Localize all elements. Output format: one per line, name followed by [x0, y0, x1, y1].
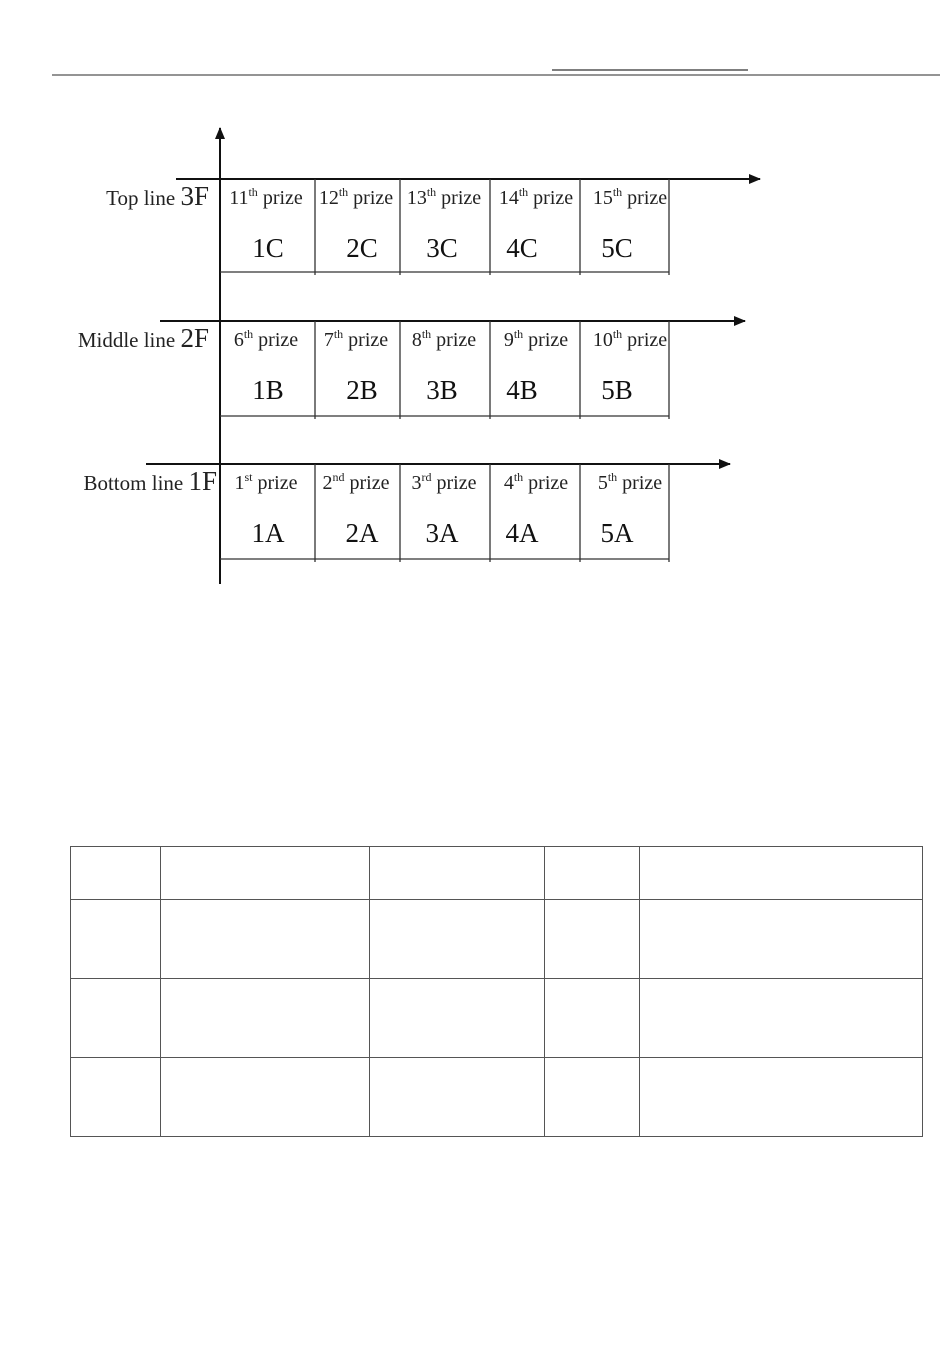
prize-ordinal: 9th prize: [503, 327, 569, 351]
table-cell: [71, 900, 161, 979]
cell-code: 4A: [505, 518, 539, 548]
prize-ordinal: 15th prize: [592, 185, 668, 209]
table-cell: [370, 979, 545, 1058]
table-cell: [640, 1058, 923, 1137]
prize-ordinal: 7th prize: [323, 327, 389, 351]
table-cell: [370, 900, 545, 979]
table-cell: [71, 979, 161, 1058]
cell-code: 4C: [506, 233, 538, 263]
table-cell: [640, 979, 923, 1058]
cell-code: 1A: [251, 518, 285, 548]
cell-code: 2C: [346, 233, 378, 263]
table-cell: [370, 1058, 545, 1137]
prize-ordinal: 6th prize: [233, 327, 299, 351]
floor-label: 3F: [180, 181, 209, 211]
cell-code: 2B: [346, 375, 378, 405]
cell-code: 1C: [252, 233, 284, 263]
line-label: Middle line: [77, 328, 181, 352]
table-cell: [71, 847, 161, 900]
table-cell: [161, 847, 370, 900]
cell-code: 2A: [345, 518, 379, 548]
table-row: [71, 979, 923, 1058]
prize-ordinal: 11th prize: [229, 185, 303, 209]
cell-code: 4B: [506, 375, 538, 405]
floor-label: 1F: [188, 466, 217, 496]
table-cell: [545, 979, 640, 1058]
table-row: [71, 1058, 923, 1137]
cell-code: 3A: [425, 518, 459, 548]
line-label: Top line: [106, 186, 181, 210]
table-cell: [370, 847, 545, 900]
cell-code: 5A: [600, 518, 634, 548]
level-label: [83, 466, 217, 496]
table-cell: [161, 1058, 370, 1137]
table-row: [71, 900, 923, 979]
cell-code: 1B: [252, 375, 284, 405]
level-label: [106, 181, 209, 211]
prize-ordinal: 4th prize: [503, 470, 569, 494]
prize-ordinal: 1st prize: [234, 470, 298, 494]
cell-code: 5C: [601, 233, 633, 263]
level-label: [78, 323, 209, 353]
prize-ordinal: 8th prize: [411, 327, 477, 351]
cell-code: 5B: [601, 375, 633, 405]
table-cell: [640, 900, 923, 979]
table-cell: [545, 1058, 640, 1137]
prize-ordinal: 5th prize: [597, 470, 663, 494]
table-cell: [71, 1058, 161, 1137]
cell-code: 3C: [426, 233, 458, 263]
prize-ordinal: 10th prize: [592, 327, 668, 351]
table-cell: [161, 900, 370, 979]
floor-label: 2F: [180, 323, 209, 353]
prize-ordinal: 3rd prize: [411, 470, 477, 494]
table-cell: [640, 847, 923, 900]
blank-table: [70, 846, 923, 1137]
prize-ordinal: 12th prize: [318, 185, 394, 209]
line-label: Bottom line: [83, 471, 189, 495]
table-cell: [161, 979, 370, 1058]
table-cell: [545, 900, 640, 979]
prize-ordinal: 14th prize: [498, 185, 574, 209]
prize-ordinal: 13th prize: [406, 185, 482, 209]
table-cell: [545, 847, 640, 900]
prize-ordinal: 2nd prize: [322, 470, 390, 494]
table-row: [71, 847, 923, 900]
cell-code: 3B: [426, 375, 458, 405]
prize-layout-diagram: [0, 0, 950, 640]
